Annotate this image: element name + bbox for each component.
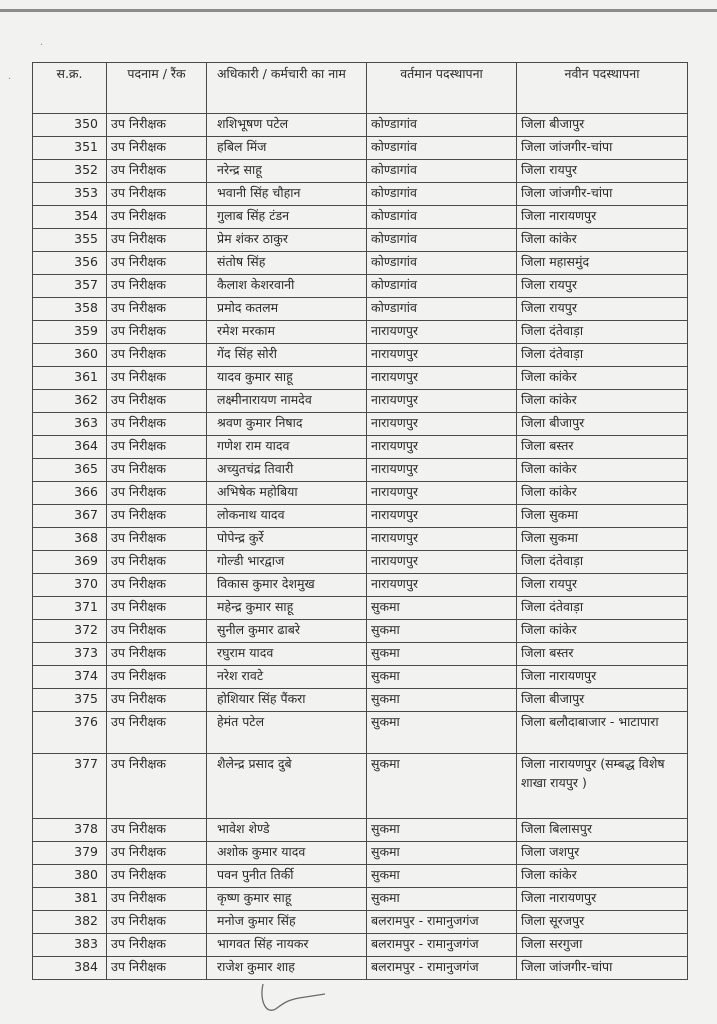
officer-name: होशियार सिंह पैंकरा <box>207 689 367 712</box>
current-posting: कोण्डागांव <box>367 160 517 183</box>
current-posting: नारायणपुर <box>367 574 517 597</box>
table-row <box>33 888 688 911</box>
table-row <box>33 229 688 252</box>
current-posting: सुकमा <box>367 666 517 689</box>
current-posting: नारायणपुर <box>367 413 517 436</box>
table-row <box>33 597 688 620</box>
header-new-posting: नवीन पदस्थापना <box>517 63 688 114</box>
current-posting: नारायणपुर <box>367 436 517 459</box>
rank-cell: उप निरीक्षक <box>107 459 207 482</box>
rank-cell: उप निरीक्षक <box>107 666 207 689</box>
rank-cell: उप निरीक्षक <box>107 298 207 321</box>
officer-name: लक्ष्मीनारायण नामदेव <box>207 390 367 413</box>
current-posting: कोण्डागांव <box>367 275 517 298</box>
current-posting: बलरामपुर - रामानुजगंज <box>367 911 517 934</box>
table-row <box>33 574 688 597</box>
new-posting: जिला बीजापुर <box>517 689 688 712</box>
rank-cell: उप निरीक्षक <box>107 482 207 505</box>
table-header <box>33 63 688 114</box>
new-posting: जिला बस्तर <box>517 643 688 666</box>
current-posting: कोण्डागांव <box>367 229 517 252</box>
table-row <box>33 206 688 229</box>
new-posting: जिला कांकेर <box>517 620 688 643</box>
current-posting: सुकमा <box>367 842 517 865</box>
serial-number: 375 <box>33 689 107 712</box>
officer-name: भागवत सिंह नायकर <box>207 934 367 957</box>
rank-cell: उप निरीक्षक <box>107 865 207 888</box>
current-posting: बलरामपुर - रामानुजगंज <box>367 957 517 980</box>
serial-number: 383 <box>33 934 107 957</box>
officer-name: भवानी सिंह चौहान <box>207 183 367 206</box>
current-posting: कोण्डागांव <box>367 206 517 229</box>
serial-number: 380 <box>33 865 107 888</box>
officer-name: अभिषेक महोबिया <box>207 482 367 505</box>
new-posting: जिला नारायणपुर <box>517 888 688 911</box>
table-row <box>33 689 688 712</box>
new-posting: जिला बीजापुर <box>517 114 688 137</box>
serial-number: 382 <box>33 911 107 934</box>
rank-cell: उप निरीक्षक <box>107 689 207 712</box>
rank-cell: उप निरीक्षक <box>107 137 207 160</box>
officer-name: रमेश मरकाम <box>207 321 367 344</box>
new-posting: जिला सुकमा <box>517 528 688 551</box>
current-posting: नारायणपुर <box>367 528 517 551</box>
header-row <box>33 63 688 114</box>
new-posting: जिला जांजगीर-चांपा <box>517 137 688 160</box>
new-posting: जिला बस्तर <box>517 436 688 459</box>
officer-name: शैलेन्द्र प्रसाद दुबे <box>207 754 367 819</box>
current-posting: बलरामपुर - रामानुजगंज <box>367 934 517 957</box>
new-posting: जिला कांकेर <box>517 459 688 482</box>
table-row <box>33 160 688 183</box>
table-row <box>33 505 688 528</box>
table-row <box>33 321 688 344</box>
new-posting: जिला जांजगीर-चांपा <box>517 183 688 206</box>
table-row <box>33 934 688 957</box>
rank-cell: उप निरीक्षक <box>107 252 207 275</box>
table-row <box>33 865 688 888</box>
new-posting: जिला सूरजपुर <box>517 911 688 934</box>
officer-name: गेंद सिंह सोरी <box>207 344 367 367</box>
serial-number: 355 <box>33 229 107 252</box>
officer-name: महेन्द्र कुमार साहू <box>207 597 367 620</box>
table-row <box>33 643 688 666</box>
officer-name: अच्युतचंद्र तिवारी <box>207 459 367 482</box>
table-row <box>33 114 688 137</box>
officer-name: प्रेम शंकर ठाकुर <box>207 229 367 252</box>
table-row <box>33 842 688 865</box>
serial-number: 350 <box>33 114 107 137</box>
rank-cell: उप निरीक्षक <box>107 367 207 390</box>
current-posting: सुकमा <box>367 712 517 754</box>
serial-number: 361 <box>33 367 107 390</box>
serial-number: 376 <box>33 712 107 754</box>
new-posting: जिला रायपुर <box>517 275 688 298</box>
serial-number: 370 <box>33 574 107 597</box>
rank-cell: उप निरीक्षक <box>107 574 207 597</box>
transfer-list-table <box>32 62 688 980</box>
serial-number: 374 <box>33 666 107 689</box>
rank-cell: उप निरीक्षक <box>107 183 207 206</box>
serial-number: 369 <box>33 551 107 574</box>
new-posting: जिला कांकेर <box>517 390 688 413</box>
current-posting: नारायणपुर <box>367 344 517 367</box>
serial-number: 364 <box>33 436 107 459</box>
table-row <box>33 413 688 436</box>
serial-number: 354 <box>33 206 107 229</box>
header-serial: स.क्र. <box>33 63 107 114</box>
new-posting: जिला कांकेर <box>517 229 688 252</box>
serial-number: 368 <box>33 528 107 551</box>
rank-cell: उप निरीक्षक <box>107 934 207 957</box>
serial-number: 381 <box>33 888 107 911</box>
current-posting: सुकमा <box>367 643 517 666</box>
rank-cell: उप निरीक्षक <box>107 754 207 819</box>
rank-cell: उप निरीक्षक <box>107 551 207 574</box>
serial-number: 371 <box>33 597 107 620</box>
officer-name: नरेन्द्र साहू <box>207 160 367 183</box>
serial-number: 372 <box>33 620 107 643</box>
current-posting: नारायणपुर <box>367 459 517 482</box>
current-posting: सुकमा <box>367 888 517 911</box>
serial-number: 356 <box>33 252 107 275</box>
serial-number: 365 <box>33 459 107 482</box>
current-posting: कोण्डागांव <box>367 298 517 321</box>
serial-number: 363 <box>33 413 107 436</box>
rank-cell: उप निरीक्षक <box>107 413 207 436</box>
serial-number: 378 <box>33 819 107 842</box>
current-posting: सुकमा <box>367 620 517 643</box>
serial-number: 359 <box>33 321 107 344</box>
officer-name: नरेश रावटे <box>207 666 367 689</box>
scan-speck: · <box>8 74 12 85</box>
officer-name: भावेश शेण्डे <box>207 819 367 842</box>
new-posting: जिला नारायणपुर <box>517 666 688 689</box>
current-posting: नारायणपुर <box>367 551 517 574</box>
officer-name: गोल्डी भारद्वाज <box>207 551 367 574</box>
table-row <box>33 390 688 413</box>
officer-name: शशिभूषण पटेल <box>207 114 367 137</box>
current-posting: नारायणपुर <box>367 390 517 413</box>
table-row <box>33 551 688 574</box>
rank-cell: उप निरीक्षक <box>107 206 207 229</box>
rank-cell: उप निरीक्षक <box>107 819 207 842</box>
officer-name: विकास कुमार देशमुख <box>207 574 367 597</box>
officer-name: रघुराम यादव <box>207 643 367 666</box>
serial-number: 384 <box>33 957 107 980</box>
header-officer: अधिकारी / कर्मचारी का नाम <box>207 63 367 114</box>
table-row <box>33 252 688 275</box>
new-posting: जिला कांकेर <box>517 865 688 888</box>
current-posting: नारायणपुर <box>367 321 517 344</box>
rank-cell: उप निरीक्षक <box>107 321 207 344</box>
rank-cell: उप निरीक्षक <box>107 620 207 643</box>
new-posting: जिला सरगुजा <box>517 934 688 957</box>
table-row <box>33 436 688 459</box>
officer-name: पवन पुनीत तिर्की <box>207 865 367 888</box>
officer-name: प्रमोद कतलम <box>207 298 367 321</box>
serial-number: 353 <box>33 183 107 206</box>
new-posting: जिला सुकमा <box>517 505 688 528</box>
current-posting: कोण्डागांव <box>367 252 517 275</box>
officer-name: पोपेन्द्र कुर्रे <box>207 528 367 551</box>
rank-cell: उप निरीक्षक <box>107 160 207 183</box>
serial-number: 358 <box>33 298 107 321</box>
officer-name: गुलाब सिंह टंडन <box>207 206 367 229</box>
officer-name: राजेश कुमार शाह <box>207 957 367 980</box>
new-posting: जिला बिलासपुर <box>517 819 688 842</box>
current-posting: कोण्डागांव <box>367 114 517 137</box>
rank-cell: उप निरीक्षक <box>107 957 207 980</box>
serial-number: 360 <box>33 344 107 367</box>
rank-cell: उप निरीक्षक <box>107 712 207 754</box>
serial-number: 373 <box>33 643 107 666</box>
officer-name: सुनील कुमार ढाबरे <box>207 620 367 643</box>
page-top-edge <box>0 9 717 12</box>
new-posting: जिला रायपुर <box>517 298 688 321</box>
rank-cell: उप निरीक्षक <box>107 114 207 137</box>
rank-cell: उप निरीक्षक <box>107 643 207 666</box>
new-posting: जिला बीजापुर <box>517 413 688 436</box>
header-current-posting: वर्तमान पदस्थापना <box>367 63 517 114</box>
table-row <box>33 482 688 505</box>
rank-cell: उप निरीक्षक <box>107 436 207 459</box>
officer-name: कृष्ण कुमार साहू <box>207 888 367 911</box>
new-posting: जिला जांजगीर-चांपा <box>517 957 688 980</box>
scan-speck: · <box>40 40 44 51</box>
signature-mark <box>255 972 335 1022</box>
new-posting: जिला महासमुंद <box>517 252 688 275</box>
table-row <box>33 459 688 482</box>
new-posting: जिला नारायणपुर (सम्बद्ध विशेष शाखा रायपुर ) <box>517 754 688 819</box>
serial-number: 357 <box>33 275 107 298</box>
new-posting: जिला रायपुर <box>517 574 688 597</box>
serial-number: 379 <box>33 842 107 865</box>
rank-cell: उप निरीक्षक <box>107 505 207 528</box>
officer-name: अशोक कुमार यादव <box>207 842 367 865</box>
current-posting: नारायणपुर <box>367 505 517 528</box>
current-posting: सुकमा <box>367 689 517 712</box>
rank-cell: उप निरीक्षक <box>107 528 207 551</box>
table-row <box>33 344 688 367</box>
new-posting: जिला नारायणपुर <box>517 206 688 229</box>
table-row <box>33 754 688 819</box>
table-body <box>33 114 688 980</box>
new-posting: जिला बलौदाबाजार - भाटापारा <box>517 712 688 754</box>
current-posting: सुकमा <box>367 819 517 842</box>
table-row <box>33 275 688 298</box>
current-posting: सुकमा <box>367 754 517 819</box>
rank-cell: उप निरीक्षक <box>107 842 207 865</box>
new-posting: जिला दंतेवाड़ा <box>517 344 688 367</box>
serial-number: 351 <box>33 137 107 160</box>
rank-cell: उप निरीक्षक <box>107 911 207 934</box>
rank-cell: उप निरीक्षक <box>107 888 207 911</box>
current-posting: नारायणपुर <box>367 482 517 505</box>
table-row <box>33 620 688 643</box>
current-posting: कोण्डागांव <box>367 137 517 160</box>
serial-number: 377 <box>33 754 107 819</box>
table-row <box>33 528 688 551</box>
rank-cell: उप निरीक्षक <box>107 229 207 252</box>
officer-name: यादव कुमार साहू <box>207 367 367 390</box>
table-row <box>33 666 688 689</box>
current-posting: सुकमा <box>367 865 517 888</box>
officer-name: संतोष सिंह <box>207 252 367 275</box>
header-rank: पदनाम / रैंक <box>107 63 207 114</box>
table-row <box>33 367 688 390</box>
officer-name: गणेश राम यादव <box>207 436 367 459</box>
rank-cell: उप निरीक्षक <box>107 275 207 298</box>
new-posting: जिला दंतेवाड़ा <box>517 551 688 574</box>
officer-name: मनोज कुमार सिंह <box>207 911 367 934</box>
table-row <box>33 819 688 842</box>
officer-name: कैलाश केशरवानी <box>207 275 367 298</box>
new-posting: जिला जशपुर <box>517 842 688 865</box>
rank-cell: उप निरीक्षक <box>107 390 207 413</box>
officer-name: हबिल मिंज <box>207 137 367 160</box>
serial-number: 352 <box>33 160 107 183</box>
table-row <box>33 957 688 980</box>
serial-number: 362 <box>33 390 107 413</box>
rank-cell: उप निरीक्षक <box>107 344 207 367</box>
current-posting: नारायणपुर <box>367 367 517 390</box>
new-posting: जिला रायपुर <box>517 160 688 183</box>
rank-cell: उप निरीक्षक <box>107 597 207 620</box>
new-posting: जिला दंतेवाड़ा <box>517 321 688 344</box>
new-posting: जिला कांकेर <box>517 367 688 390</box>
current-posting: सुकमा <box>367 597 517 620</box>
officer-name: लोकनाथ यादव <box>207 505 367 528</box>
table-row <box>33 137 688 160</box>
table-row <box>33 911 688 934</box>
officer-name: हेमंत पटेल <box>207 712 367 754</box>
new-posting: जिला कांकेर <box>517 482 688 505</box>
new-posting: जिला दंतेवाड़ा <box>517 597 688 620</box>
table-row <box>33 712 688 754</box>
officer-name: श्रवण कुमार निषाद <box>207 413 367 436</box>
serial-number: 367 <box>33 505 107 528</box>
table-row <box>33 183 688 206</box>
current-posting: कोण्डागांव <box>367 183 517 206</box>
table-row <box>33 298 688 321</box>
serial-number: 366 <box>33 482 107 505</box>
